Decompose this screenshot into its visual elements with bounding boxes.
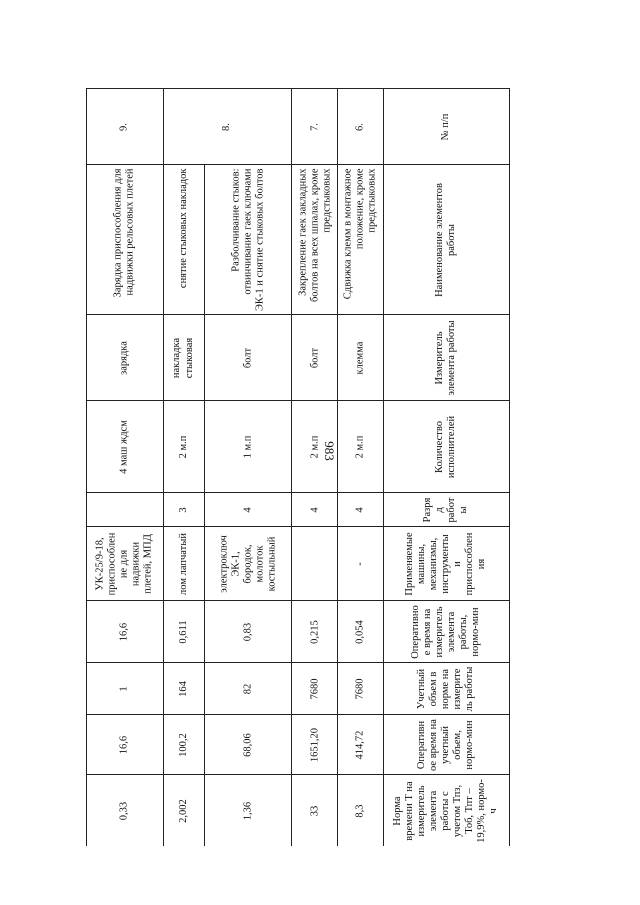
cell-workers: 2 м.п [292, 401, 338, 493]
cell-op-time: 0,054 [338, 601, 384, 663]
cell-workers: 1 м.п [204, 401, 292, 493]
page-number: 983 [322, 441, 337, 461]
cell-unit: клемма [338, 315, 384, 401]
header-op-time-volume: Оперативное время на учетный объем, нормо-мин [383, 715, 509, 775]
header-norm-time: Норма времени Т на измеритель элемента работы с учетом Тпз, Тоб, Тпт – 19,9%, нормо-ч [383, 775, 509, 847]
cell-grade: 4 [292, 493, 338, 527]
cell-machines: - [338, 527, 384, 601]
cell-machines [292, 527, 338, 601]
header-grade: Разряд работы [383, 493, 509, 527]
cell-volume: 82 [204, 663, 292, 715]
cell-machines: УК-25/9-18, приспособление для надвижки плетей, МПД [87, 527, 164, 601]
table-container [86, 88, 510, 846]
cell-unit: зарядка [87, 315, 164, 401]
cell-name: Зарядка приспособления для надвижки рельсовых плетей [87, 165, 164, 315]
cell-norm-time: 33 [292, 775, 338, 847]
cell-unit: болт [204, 315, 292, 401]
table-header-row [383, 89, 509, 847]
cell-workers: 4 маш ждсм [87, 401, 164, 493]
cell-grade [87, 493, 164, 527]
cell-op-time-volume: 414,72 [338, 715, 384, 775]
cell-grade: 3 [163, 493, 204, 527]
cell-machines: электроключ ЭК-1, бородок, молоток костыльный [204, 527, 292, 601]
cell-unit: накладка стыковая [163, 315, 204, 401]
cell-norm-time: 2,002 [163, 775, 204, 847]
work-norms-table [86, 88, 510, 846]
cell-name: снятие стыковых накладок [163, 165, 204, 315]
cell-op-time-volume: 100,2 [163, 715, 204, 775]
cell-machines: лом лапчатый [163, 527, 204, 601]
cell-num: 6. [338, 89, 384, 165]
cell-unit: болт [292, 315, 338, 401]
cell-op-time-volume: 1651,20 [292, 715, 338, 775]
cell-volume: 7680 [338, 663, 384, 715]
cell-grade: 4 [204, 493, 292, 527]
cell-num: 7. [292, 89, 338, 165]
cell-num: 8. [163, 89, 292, 165]
table-row [163, 89, 204, 847]
cell-norm-time: 1,36 [204, 775, 292, 847]
cell-volume: 1 [87, 663, 164, 715]
cell-norm-time: 8,3 [338, 775, 384, 847]
header-name: Наименование элементов работы [383, 165, 509, 315]
cell-volume: 7680 [292, 663, 338, 715]
header-op-time: Оперативное время на измеритель элемента работы, нормо-мин [383, 601, 509, 663]
header-volume: Учетный объем в норме на измеритель работы [383, 663, 509, 715]
cell-op-time: 0,215 [292, 601, 338, 663]
cell-name: Закрепление гаек закладных болтов на всех шпалах, кроме предстыковых [292, 165, 338, 315]
table-row [87, 89, 164, 847]
cell-workers: 2 м.п [163, 401, 204, 493]
cell-num: 9. [87, 89, 164, 165]
table-row [292, 89, 338, 847]
cell-op-time-volume: 68,06 [204, 715, 292, 775]
cell-grade: 4 [338, 493, 384, 527]
cell-op-time: 16,6 [87, 601, 164, 663]
cell-volume: 164 [163, 663, 204, 715]
cell-op-time: 0,83 [204, 601, 292, 663]
header-unit: Измеритель элемента работы [383, 315, 509, 401]
header-workers: Количество исполнителей [383, 401, 509, 493]
cell-workers: 2 м.п [338, 401, 384, 493]
cell-op-time-volume: 16,6 [87, 715, 164, 775]
header-num: № п/п [383, 89, 509, 165]
table-row [338, 89, 384, 847]
header-machines: Применяемые машины, механизмы, инструменты и приспособления [383, 527, 509, 601]
cell-name: Сдвижка клемм в монтажное положение, кроме предстыковых [338, 165, 384, 315]
table-row [204, 89, 292, 847]
cell-op-time: 0,611 [163, 601, 204, 663]
cell-norm-time: 0,33 [87, 775, 164, 847]
cell-name: Разболчивание стыков: отвинчивание гаек ключами ЭК-1 и снятие стыковых болтов [204, 165, 292, 315]
rotated-table-wrapper [86, 88, 510, 846]
